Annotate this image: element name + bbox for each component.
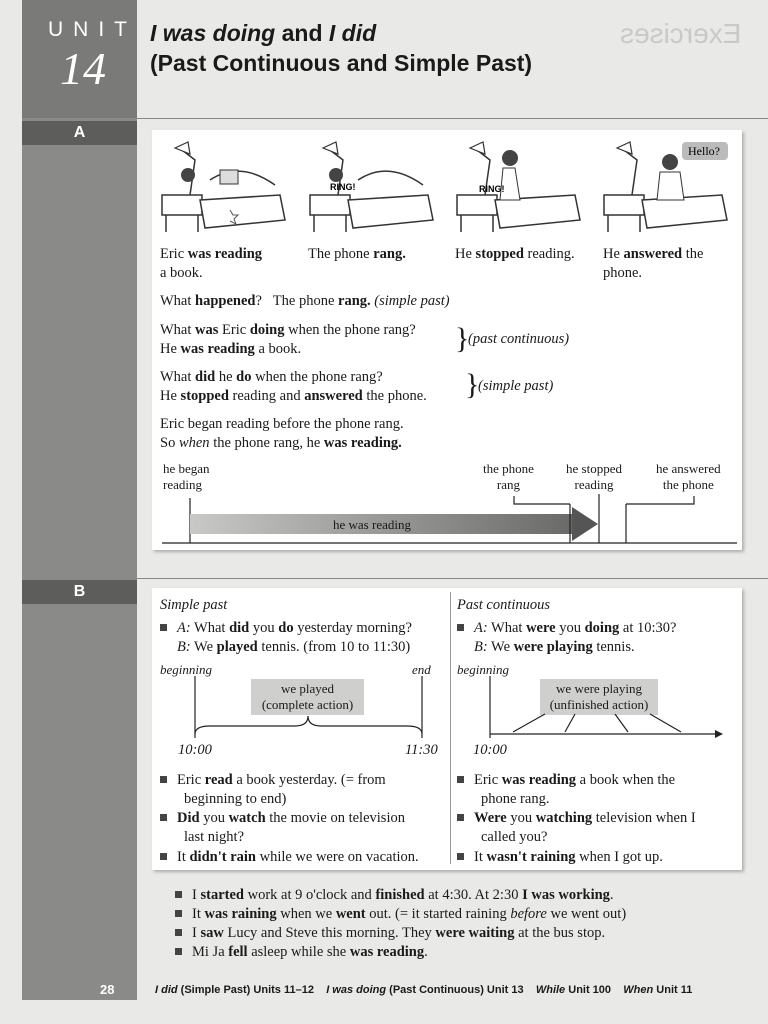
complete-action-diagram <box>190 676 430 740</box>
simple-past-example: What did he do when the phone rang? He stopped reading and answered the phone. <box>160 369 427 404</box>
unfinished-action-diagram <box>485 676 725 740</box>
diagram-beginning-label-right: beginning <box>457 662 509 677</box>
simple-past-example-3: It didn't rain while we were on vacation. <box>160 848 419 867</box>
unit-label: UNIT <box>48 18 137 41</box>
timeline-label-answered: he answered the phone <box>656 461 721 492</box>
timeline-label-rang: the phone rang <box>483 461 534 492</box>
page-title: I was doing and I did <box>150 20 377 46</box>
caption-4: He answered the phone. <box>603 246 704 281</box>
simple-past-dialogue: A: What did you do yesterday morning? B: We played tennis. (from 10 to 11:30) <box>160 619 412 657</box>
page-subtitle: (Past Continuous and Simple Past) <box>150 50 533 76</box>
brace-icon: } <box>455 322 470 355</box>
unfinished-action-box: we were playing (unfinished action) <box>540 679 658 715</box>
time-end-label: 11:30 <box>405 742 438 758</box>
eric-answering-illustration <box>602 140 732 240</box>
combined-example-4: Mi Ja fell asleep while she was reading. <box>175 943 428 962</box>
time-start-label-right: 10:00 <box>473 742 507 758</box>
combined-example-3: I saw Lucy and Steve this morning. They were waiting at the bus stop. <box>175 924 605 943</box>
past-continuous-example-2: Were you watching television when I called you? <box>457 809 696 847</box>
past-continuous-dialogue: A: What were you doing at 10:30? B: We were playing tennis. <box>457 619 676 657</box>
page-number: 28 <box>100 982 115 997</box>
speech-bubble-text: Hello? <box>688 144 720 158</box>
arrow-label: he was reading <box>333 517 411 532</box>
section-b-tab: B <box>22 580 137 604</box>
combined-example-1: I started work at 9 o'clock and finished at 4:30. At 2:30 I was working. <box>175 886 614 905</box>
time-start-label: 10:00 <box>178 742 212 758</box>
eric-stopped-illustration <box>455 140 585 240</box>
diagram-end-label: end <box>412 662 431 677</box>
ring-text: RING! <box>330 182 356 192</box>
unit-sidebar <box>22 0 137 1000</box>
ring-text: RING! <box>479 184 505 194</box>
caption-1: Eric was reading a book. <box>160 246 263 281</box>
footer-cross-references: I did (Simple Past) Units 11–12 I was doing (Past Continuous) Unit 13 While Unit 100 When Unit 11 <box>155 984 693 996</box>
section-a-tab: A <box>22 121 137 145</box>
eric-reading-illustration <box>160 140 290 240</box>
complete-action-box: we played (complete action) <box>251 679 364 715</box>
simple-past-note: (simple past) <box>478 378 554 394</box>
simple-past-example-1: Eric read a book yesterday. (= from beginning to end) <box>160 771 386 809</box>
caption-2: The phone rang. <box>308 246 406 262</box>
summary-lines: Eric began reading before the phone rang. So when the phone rang, he was reading. <box>160 416 404 451</box>
timeline-label-stopped: he stopped reading <box>566 461 622 492</box>
past-continuous-note: (past continuous) <box>468 331 570 347</box>
phone-ringing-illustration <box>308 140 438 240</box>
diagram-beginning-label: beginning <box>160 662 212 677</box>
simple-past-heading: Simple past <box>160 597 228 613</box>
past-continuous-example-3: It wasn't raining when I got up. <box>457 848 663 867</box>
past-continuous-example: What was Eric doing when the phone rang? He was reading a book. <box>160 322 416 357</box>
what-happened-line: What happened? The phone rang. (simple past) <box>160 293 450 309</box>
brace-icon: } <box>465 368 480 401</box>
past-continuous-example-1: Eric was reading a book when the phone rang. <box>457 771 675 809</box>
caption-3: He stopped reading. <box>455 246 575 262</box>
combined-example-2: It was raining when we went out. (= it started raining before we went out) <box>175 905 626 924</box>
bleed-through-text: Exercises <box>620 18 742 49</box>
section-b-rule <box>137 578 768 579</box>
past-continuous-heading: Past continuous <box>457 597 551 613</box>
timeline-diagram <box>152 490 742 550</box>
simple-past-example-2: Did you watch the movie on television last night? <box>160 809 405 847</box>
unit-number: 14 <box>60 43 106 94</box>
column-divider <box>450 592 451 864</box>
section-a-rule <box>137 118 768 119</box>
timeline-label-began: he began reading <box>163 461 210 492</box>
